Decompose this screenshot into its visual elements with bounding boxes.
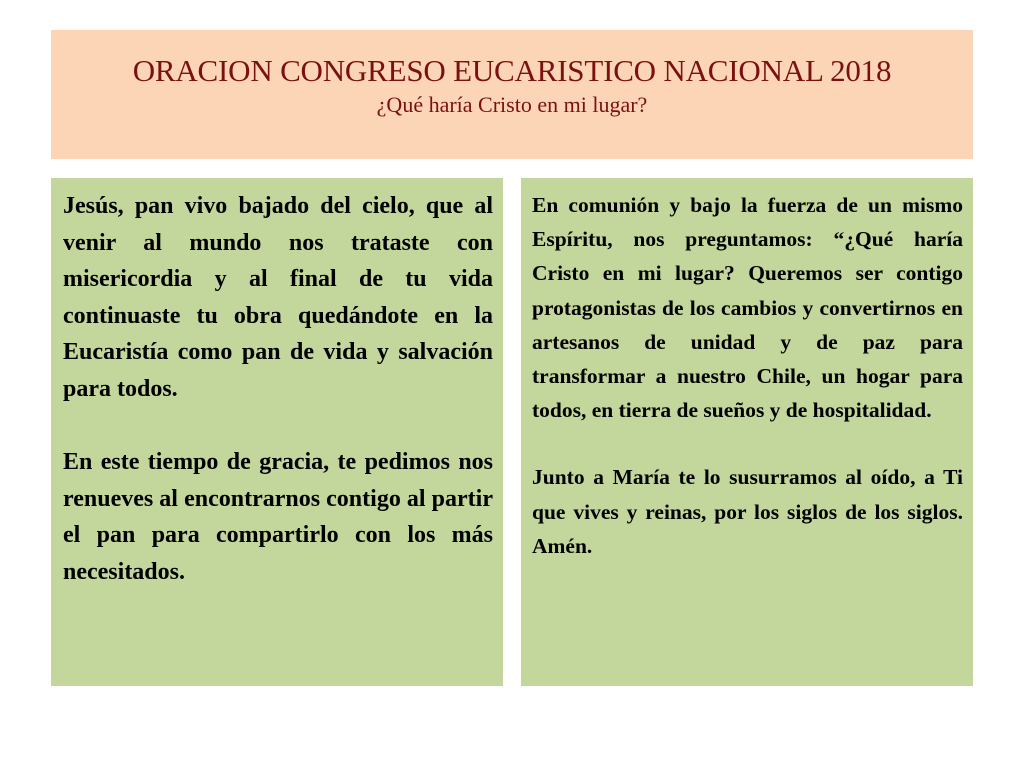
page-subtitle: ¿Qué haría Cristo en mi lugar?	[376, 92, 648, 117]
prayer-paragraph: Junto a María te lo susurramos al oído, a Ti que vives y reinas, por los siglos de los siglos. Amén.	[532, 465, 963, 558]
prayer-paragraph: En este tiempo de gracia, te pedimos nos renueves al encontrarnos contigo al partir el pan para compartirlo con los más necesitados.	[63, 449, 493, 585]
left-prayer-panel	[51, 178, 503, 686]
title-banner	[51, 30, 973, 159]
right-prayer-panel	[521, 178, 973, 686]
page-title: ORACION CONGRESO EUCARISTICO NACIONAL 2018	[132, 53, 892, 88]
prayer-paragraph: Jesús, pan vivo bajado del cielo, que al venir al mundo nos trataste con misericordia y al final de tu vida continuaste tu obra quedándote en la Eucaristía como pan de vida y salvación para todos.	[63, 193, 493, 402]
prayer-paragraph: En comunión y bajo la fuerza de un mismo Espíritu, nos preguntamos: “¿Qué haría Cristo en mi lugar? Queremos ser contigo protagonistas de los cambios y convertirnos en artesanos de unidad y de paz para transformar a nuestro Chile, un hogar para todos, en tierra de sueños y de hospitalidad.	[532, 193, 963, 423]
